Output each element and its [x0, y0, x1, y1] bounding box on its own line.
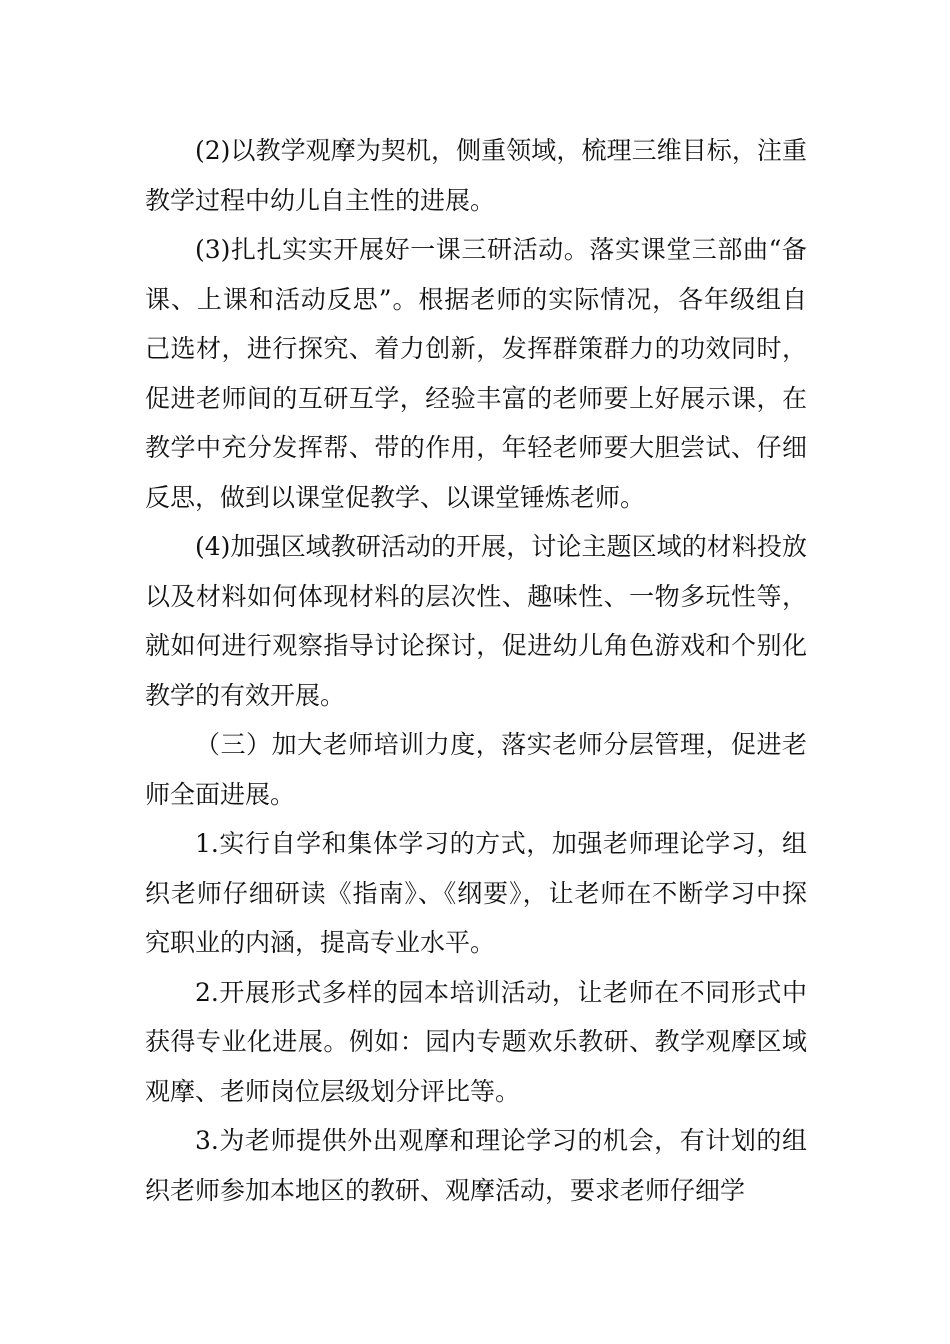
paragraph-area-research: (4)加强区域教研活动的开展，讨论主题区域的材料投放以及材料如何体现材料的层次性、趣味性、一物多玩性等，就如何进行观察指导讨论探讨，促进幼儿角色游戏和个别化教学的有效开展。 — [145, 532, 807, 710]
paragraph-external-observation: 3.为老师提供外出观摩和理论学习的机会，有计划的组织老师参加本地区的教研、观摩活动，要求老师仔细学 — [145, 1126, 807, 1205]
paragraph-self-study: 1.实行自学和集体学习的方式，加强老师理论学习，组织老师仔细研读《指南》、《纲要》，让老师在不断学习中探究职业的内涵，提高专业水平。 — [145, 829, 807, 957]
paragraph-school-training: 2.开展形式多样的园本培训活动，让老师在不同形式中获得专业化进展。例如：园内专题欢乐教研、教学观摩区域观摩、老师岗位层级划分评比等。 — [145, 977, 807, 1106]
paragraph-teaching-observation: (2)以教学观摩为契机，侧重领域，梳理三维目标，注重教学过程中幼儿自主性的进展。 — [145, 136, 807, 215]
document-body — [145, 126, 807, 1215]
section-heading-teacher-training: （三）加大老师培训力度，落实老师分层管理，促进老师全面进展。 — [145, 730, 807, 809]
paragraph-one-lesson-three-research: (3)扎扎实实开展好一课三研活动。落实课堂三部曲“备课、上课和活动反思”。根据老师的实际情况，各年级组自己选材，进行探究、着力创新，发挥群策群力的功效同时，促进老师间的互研互学，经验丰富的老师要上好展示课，在教学中充分发挥帮、带的作用，年轻老师要大胆尝试、仔细反思，做到以课堂促教学、以课堂锤炼老师。 — [145, 235, 807, 512]
